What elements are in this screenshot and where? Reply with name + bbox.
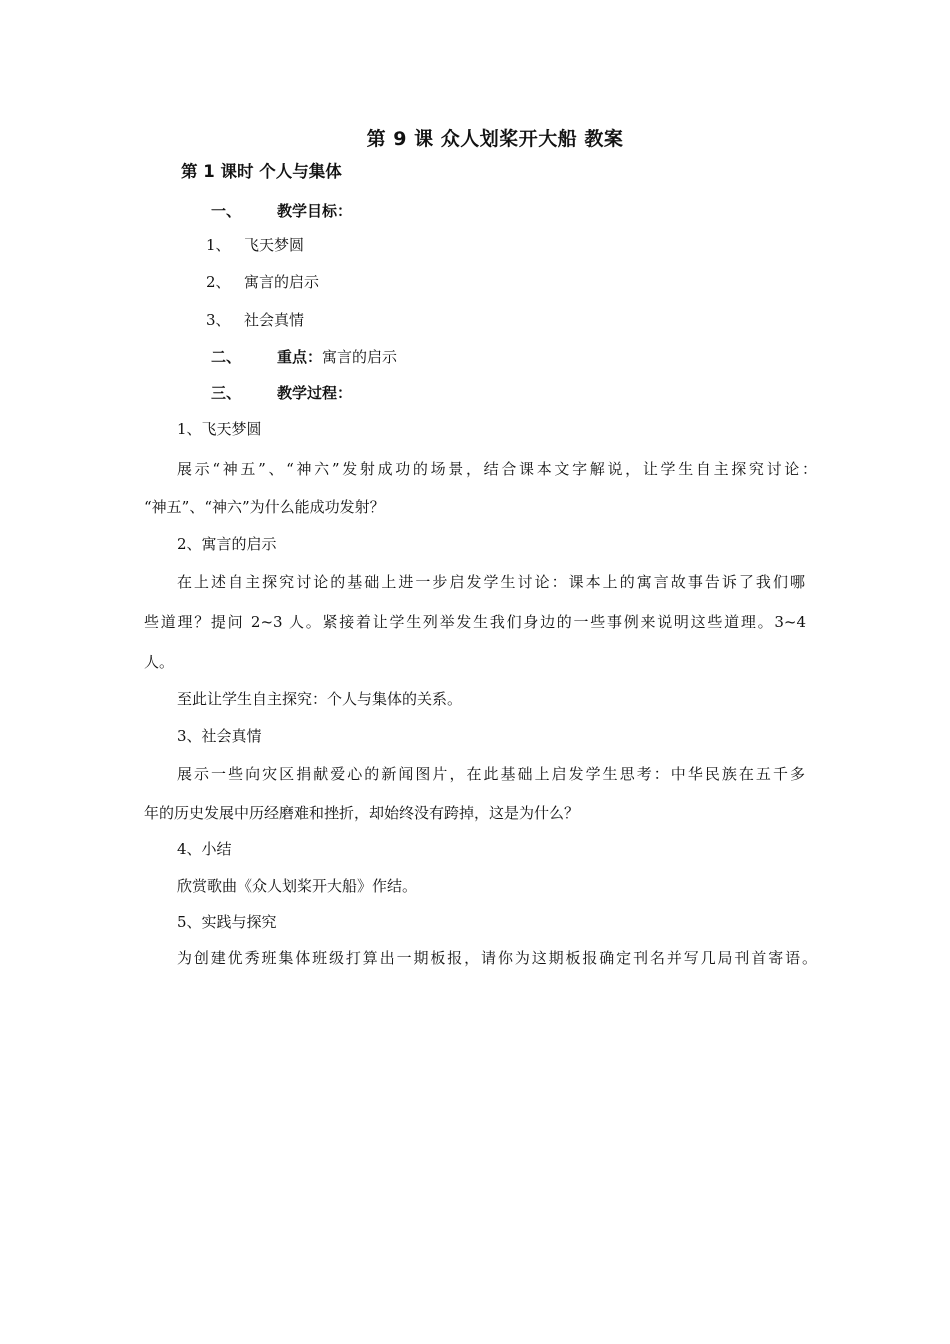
section-number: 一、: [211, 202, 242, 220]
section-label: 教学目标：: [277, 202, 353, 220]
section-label: 教学过程：: [277, 384, 353, 402]
focus-text: 寓言的启示: [322, 348, 398, 366]
goal-number: 3、: [206, 311, 231, 329]
goal-number: 2、: [206, 273, 231, 291]
step-heading: 3、社会真情: [177, 727, 262, 745]
paragraph-line: 些道理？提问 2~3 人。紧接着让学生列举发生我们身边的一些事例来说明这些道理。3~4: [144, 613, 806, 631]
section-number: 三、: [211, 384, 242, 402]
paragraph-line: 在上述自主探究讨论的基础上进一步启发学生讨论：课本上的寓言故事告诉了我们哪: [177, 573, 805, 591]
section-label: 重点：: [277, 348, 323, 366]
paragraph-line: 欣赏歌曲《众人划桨开大船》作结。: [177, 877, 418, 895]
goal-item: [206, 310, 304, 330]
section-goals: [211, 201, 352, 221]
step-heading: 2、寓言的启示: [177, 535, 277, 553]
paragraph-line: 展示“神五”、“神六”发射成功的场景，结合课本文字解说，让学生自主探究讨论：: [177, 460, 817, 478]
step-heading: 5、实践与探究: [177, 913, 277, 931]
lesson-subtitle: 第 1 课时 个人与集体: [181, 162, 342, 181]
goal-text: 飞天梦圆: [244, 236, 305, 254]
goal-number: 1、: [206, 236, 231, 254]
document-title: 第 9 课 众人划桨开大船 教案: [366, 128, 624, 150]
goal-item: [206, 235, 304, 255]
paragraph-line: 展示一些向灾区捐献爱心的新闻图片，在此基础上启发学生思考：中华民族在五千多: [177, 765, 805, 783]
goal-text: 社会真情: [244, 311, 305, 329]
section-number: 二、: [211, 348, 242, 366]
goal-item: [206, 272, 319, 292]
section-process: [211, 383, 352, 403]
section-focus: [211, 347, 397, 367]
paragraph-line: “神五”、“神六”为什么能成功发射？: [144, 498, 385, 516]
paragraph-line: 人。: [144, 653, 175, 671]
paragraph-line: 至此让学生自主探究：个人与集体的关系。: [177, 690, 463, 708]
paragraph-line: 年的历史发展中历经磨难和挫折，却始终没有跨掉，这是为什么？: [144, 804, 580, 822]
step-heading: 4、小结: [177, 840, 232, 858]
paragraph-line: 为创建优秀班集体班级打算出一期板报，请你为这期板报确定刊名并写几局刊首寄语。: [177, 949, 817, 967]
goal-text: 寓言的启示: [244, 273, 320, 291]
step-heading: 1、飞天梦圆: [177, 420, 262, 438]
